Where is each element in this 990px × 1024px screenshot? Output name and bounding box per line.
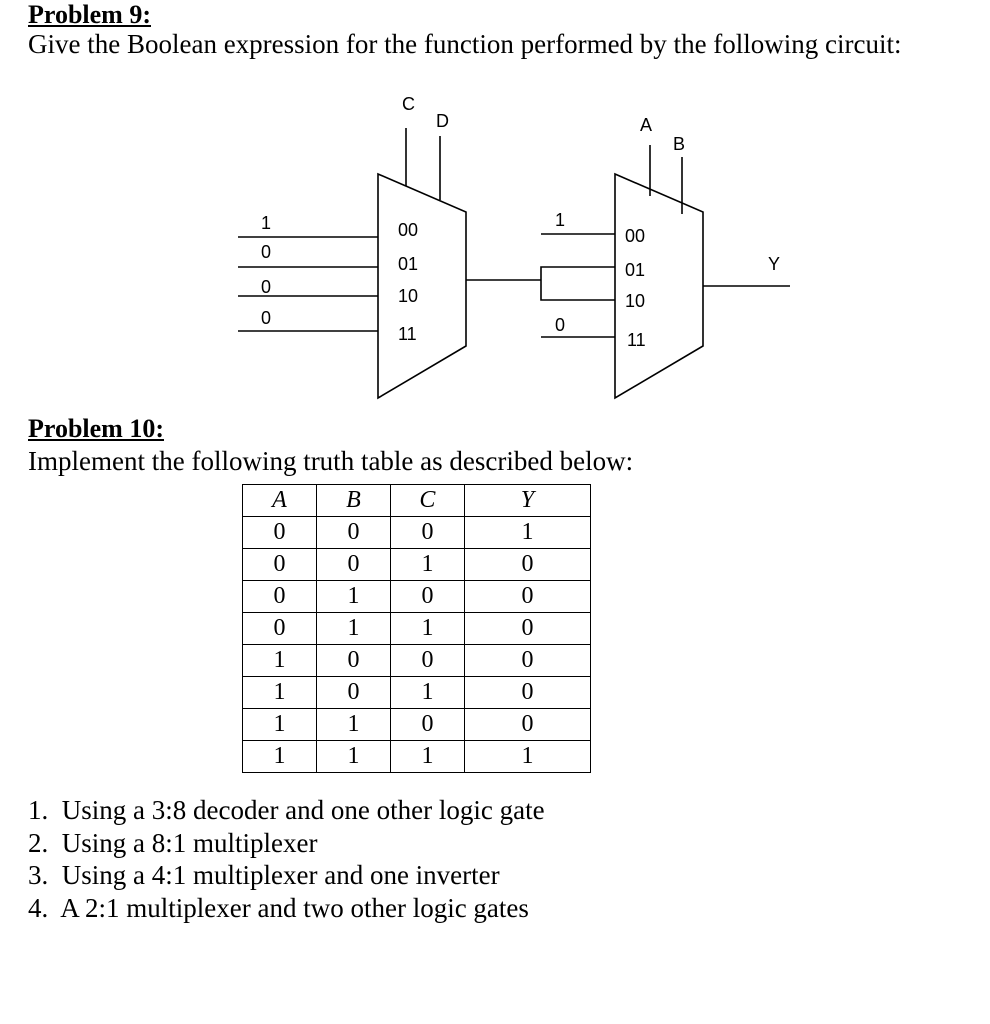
problem-9-heading: Problem 9: bbox=[28, 0, 151, 29]
mux1-input-11-value: 0 bbox=[261, 308, 272, 328]
mux2-port-10-label: 10 bbox=[625, 291, 646, 311]
table-cell: 0 bbox=[243, 613, 317, 645]
table-cell: 0 bbox=[390, 517, 464, 549]
table-cell: 1 bbox=[390, 741, 464, 773]
table-cell: 1 bbox=[243, 709, 317, 741]
task-list bbox=[28, 795, 545, 925]
table-cell: 0 bbox=[390, 645, 464, 677]
list-item: 1. Using a 3:8 decoder and one other logic gate bbox=[28, 795, 545, 825]
mux2-input-11-value: 0 bbox=[555, 315, 566, 335]
table-cell: 1 bbox=[316, 741, 390, 773]
table-cell: 0 bbox=[464, 645, 590, 677]
table-cell: 0 bbox=[390, 581, 464, 613]
list-item: 3. Using a 4:1 multiplexer and one inverter bbox=[28, 860, 500, 890]
table-cell: 0 bbox=[316, 677, 390, 709]
problem-10-prompt: Implement the following truth table as described below: bbox=[28, 446, 634, 476]
truth-table bbox=[242, 484, 591, 773]
table-row bbox=[243, 613, 591, 645]
table-cell: 0 bbox=[243, 549, 317, 581]
table-cell: 0 bbox=[390, 709, 464, 741]
mux2-select-b-label: B bbox=[673, 134, 686, 154]
table-cell: 0 bbox=[316, 549, 390, 581]
column-header-a: A bbox=[243, 485, 317, 517]
mux1-port-10-label: 10 bbox=[398, 286, 419, 306]
table-cell: 0 bbox=[464, 677, 590, 709]
mux1-input-10-value: 0 bbox=[261, 277, 272, 297]
problem-10-heading: Problem 10: bbox=[28, 414, 164, 443]
mux2-input-01-10-wire bbox=[541, 267, 615, 300]
table-cell: 0 bbox=[316, 517, 390, 549]
table-cell: 0 bbox=[243, 517, 317, 549]
table-row bbox=[243, 741, 591, 773]
mux1-select-c-label: C bbox=[402, 94, 415, 114]
column-header-b: B bbox=[316, 485, 390, 517]
column-header-c: C bbox=[390, 485, 464, 517]
mux2-select-a-label: A bbox=[640, 115, 653, 135]
table-cell: 1 bbox=[464, 741, 590, 773]
table-cell: 1 bbox=[243, 741, 317, 773]
mux-circuit-diagram bbox=[0, 0, 990, 420]
table-cell: 1 bbox=[390, 549, 464, 581]
mux1-port-01-label: 01 bbox=[398, 254, 419, 274]
table-row bbox=[243, 645, 591, 677]
mux1-select-d-label: D bbox=[436, 111, 449, 131]
table-cell: 1 bbox=[390, 613, 464, 645]
table-cell: 0 bbox=[464, 613, 590, 645]
mux2-input-00-value: 1 bbox=[555, 210, 566, 230]
mux2-port-01-label: 01 bbox=[625, 260, 646, 280]
table-row bbox=[243, 517, 591, 549]
list-item: 4. A 2:1 multiplexer and two other logic gates bbox=[28, 892, 529, 923]
table-row bbox=[243, 709, 591, 741]
table-row bbox=[243, 677, 591, 709]
mux1-port-11-label: 11 bbox=[398, 324, 417, 344]
table-cell: 1 bbox=[390, 677, 464, 709]
table-cell: 1 bbox=[316, 613, 390, 645]
truth-table-body bbox=[243, 517, 591, 773]
table-cell: 0 bbox=[464, 549, 590, 581]
mux2-port-00-label: 00 bbox=[625, 226, 646, 246]
table-cell: 0 bbox=[464, 581, 590, 613]
list-item: 2. Using a 8:1 multiplexer bbox=[28, 827, 318, 858]
column-header-y: Y bbox=[464, 485, 590, 517]
mux2-body bbox=[615, 174, 703, 398]
table-row bbox=[243, 549, 591, 581]
table-cell: 1 bbox=[464, 517, 590, 549]
mux1-input-01-value: 0 bbox=[261, 242, 272, 262]
truth-table-header-row bbox=[243, 485, 591, 517]
mux1-port-00-label: 00 bbox=[398, 220, 419, 240]
table-cell: 0 bbox=[243, 581, 317, 613]
table-row bbox=[243, 581, 591, 613]
table-cell: 1 bbox=[243, 645, 317, 677]
table-cell: 1 bbox=[243, 677, 317, 709]
table-cell: 1 bbox=[316, 581, 390, 613]
mux1-input-00-value: 1 bbox=[261, 213, 272, 233]
table-cell: 0 bbox=[464, 709, 590, 741]
mux1-body bbox=[378, 174, 466, 398]
mux2-port-11-label: 11 bbox=[627, 330, 646, 350]
output-y-label: Y bbox=[768, 254, 781, 274]
problem-9-prompt: Give the Boolean expression for the function performed by the following circuit: bbox=[28, 29, 902, 59]
table-cell: 0 bbox=[316, 645, 390, 677]
table-cell: 1 bbox=[316, 709, 390, 741]
